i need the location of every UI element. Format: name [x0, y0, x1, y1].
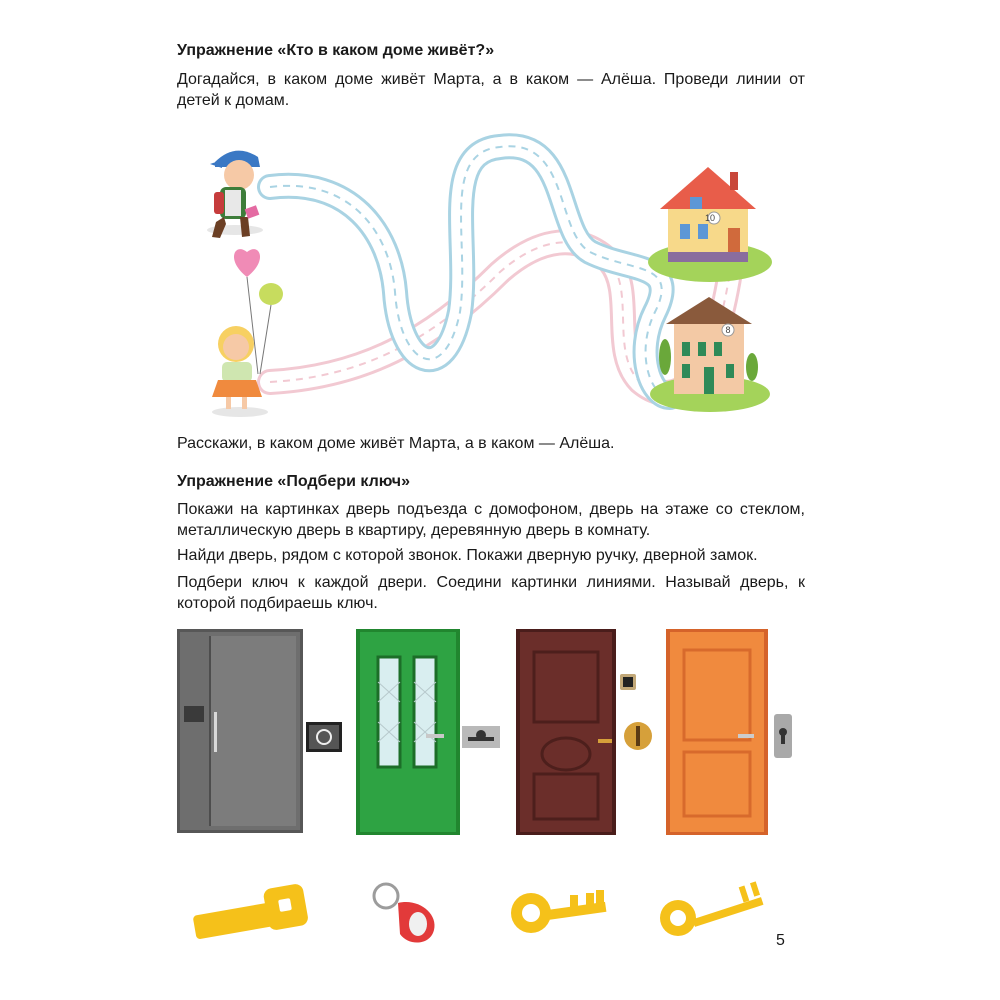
intercom-icon: [306, 722, 342, 752]
exercise2-paragraph3: Подбери ключ к каждой двери. Соедини картинки линиями. Называй дверь, к которой подбираешь ключ.: [177, 574, 805, 612]
doors-illustration: [170, 622, 800, 842]
house-top-number: 10: [704, 213, 715, 223]
exercise2-paragraph2: Найди дверь, рядом с которой звонок. Покажи дверную ручку, дверной замок.: [177, 547, 758, 564]
house-top: [648, 167, 772, 282]
brown-door-lock-icon: [624, 722, 652, 750]
boy-figure: [207, 151, 263, 238]
exercise2-title: Упражнение «Подбери ключ»: [177, 473, 410, 490]
house-bottom-number: 8: [725, 325, 731, 335]
green-door-lock-icon: [462, 726, 500, 748]
exercise2-paragraph1: Покажи на картинках дверь подъезда с домофоном, дверь на этаже со стеклом, металлическую дверь в квартиру, деревянную дверь в комнату.: [177, 501, 805, 539]
orange-room-door: [666, 629, 768, 835]
exercise1-instruction: Догадайся, в каком доме живёт Марта, а в каком — Алёша. Проведи линии от детей к домам.: [177, 71, 805, 109]
green-glass-door: [356, 629, 460, 835]
exercise1-title: Упражнение «Кто в каком доме живёт?»: [177, 42, 495, 59]
exercise1-question: Расскажи, в каком доме живёт Марта, а в каком — Алёша.: [177, 435, 615, 452]
intercom-fob-icon[interactable]: [374, 884, 435, 943]
paths-illustration: [170, 112, 790, 422]
small-key-icon[interactable]: [660, 881, 763, 936]
keys-illustration: [186, 868, 776, 958]
brown-apartment-door: [516, 629, 616, 835]
gray-entrance-door: [177, 629, 303, 833]
doorbell-icon: [620, 674, 636, 690]
orange-door-lock-icon: [774, 714, 792, 758]
path-boy-to-house: [270, 146, 670, 397]
page-number: 5: [776, 932, 785, 949]
skeleton-key-icon[interactable]: [511, 890, 606, 933]
flat-key-icon[interactable]: [193, 883, 310, 940]
